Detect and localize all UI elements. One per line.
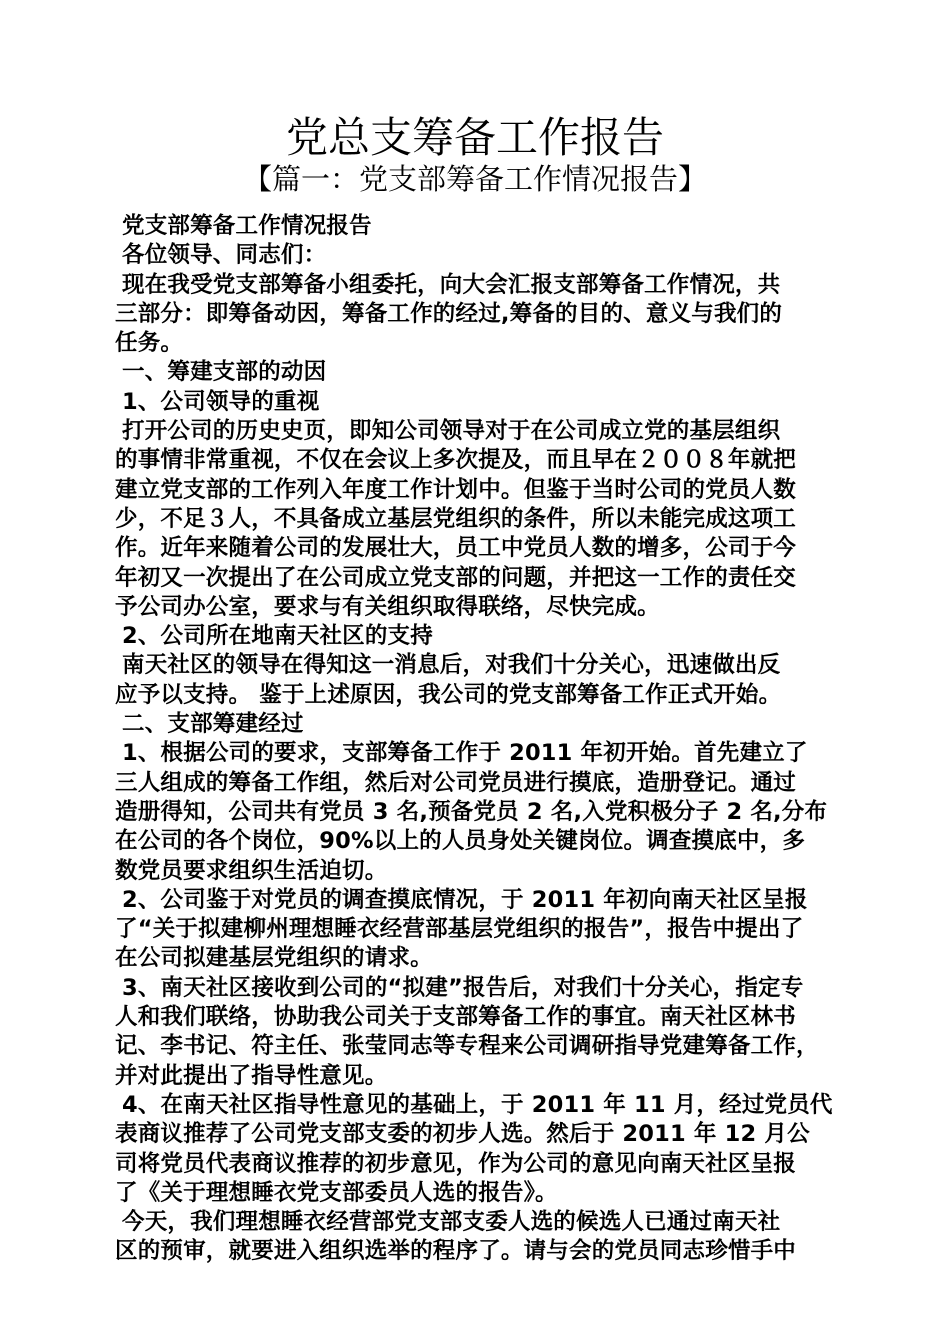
body-line: 三人组成的筹备工作组，然后对公司党员进行摸底，造册登记。通过 <box>115 769 797 796</box>
body-line: 应予以支持。 鉴于上述原因，我公司的党支部筹备工作正式开始。 <box>115 681 782 708</box>
body-line: 一、筹建支部的动因 <box>122 359 327 386</box>
body-line: 记、李书记、符主任、张莹同志等专程来公司调研指导党建筹备工作， <box>115 1033 819 1060</box>
body-line: 任务。 <box>115 330 184 357</box>
body-line: 建立党支部的工作列入年度工作计划中。但鉴于当时公司的党员人数 <box>115 476 797 503</box>
body-line: 了“关于拟建柳州理想睡衣经营部基层党组织的报告”，报告中提出了 <box>115 916 804 943</box>
body-line: 三部分：即筹备动因，筹备工作的经过,筹备的目的、意义与我们的 <box>115 300 783 327</box>
body-line: 司将党员代表商议推荐的初步意见，作为公司的意见向南天社区呈报 <box>115 1150 797 1177</box>
body-line: 在公司的各个岗位，90%以上的人员身处关键岗位。调查摸底中，多 <box>115 828 806 855</box>
body-line: 少，不足３人，不具备成立基层党组织的条件，所以未能完成这项工 <box>115 505 797 532</box>
body-line: 2、公司鉴于对党员的调查摸底情况，于 2011 年初向南天社区呈报 <box>122 886 808 913</box>
body-line: 予公司办公室，要求与有关组织取得联络，尽快完成。 <box>115 593 660 620</box>
body-line: 3、南天社区接收到公司的“拟建”报告后，对我们十分关心，指定专 <box>122 974 804 1001</box>
body-line: 1、公司领导的重视 <box>122 388 320 415</box>
body-line: 人和我们联络，协助我公司关于支部筹备工作的事宜。南天社区林书 <box>115 1004 797 1031</box>
body-line: 数党员要求组织生活迫切。 <box>115 857 388 884</box>
body-line: 各位领导、同志们： <box>122 242 327 269</box>
body-line: 并对此提出了指导性意见。 <box>115 1062 388 1089</box>
body-line: 的事情非常重视，不仅在会议上多次提及，而且早在２００８年就把 <box>115 447 797 474</box>
body-line: 4、在南天社区指导性意见的基础上，于 2011 年 11 月，经过党员代 <box>122 1091 833 1118</box>
body-line: 党支部筹备工作情况报告 <box>122 213 372 239</box>
body-line: 现在我受党支部筹备小组委托，向大会汇报支部筹备工作情况，共 <box>122 271 781 298</box>
document-title: 党总支筹备工作报告 <box>285 113 664 162</box>
document-body <box>115 212 845 1267</box>
body-line: 年初又一次提出了在公司成立党支部的问题，并把这一工作的责任交 <box>115 564 797 591</box>
document-subtitle: 【篇一：党支部筹备工作情况报告】 <box>242 162 707 196</box>
body-line: 作。近年来随着公司的发展壮大，员工中党员人数的增多，公司于今 <box>115 535 797 562</box>
body-line: 2、公司所在地南天社区的支持 <box>122 623 433 650</box>
body-line: 区的预审，就要进入组织选举的程序了。请与会的党员同志珍惜手中 <box>115 1238 797 1265</box>
body-line: 了《关于理想睡衣党支部委员人选的报告》。 <box>115 1179 558 1206</box>
body-line: 在公司拟建基层党组织的请求。 <box>115 945 433 972</box>
body-line: 打开公司的历史史页，即知公司领导对于在公司成立党的基层组织 <box>122 418 781 445</box>
body-line: 造册得知，公司共有党员 3 名,预备党员 2 名,入党积极分子 2 名,分布 <box>115 798 828 825</box>
body-line: 二、支部筹建经过 <box>122 711 304 738</box>
body-line: 今天，我们理想睡衣经营部党支部支委人选的候选人已通过南天社 <box>122 1209 781 1236</box>
body-line: 1、根据公司的要求，支部筹备工作于 2011 年初开始。首先建立了 <box>122 740 808 767</box>
body-line: 南天社区的领导在得知这一消息后，对我们十分关心，迅速做出反 <box>122 652 781 679</box>
body-line: 表商议推荐了公司党支部支委的初步人选。然后于 2011 年 12 月公 <box>115 1121 810 1148</box>
